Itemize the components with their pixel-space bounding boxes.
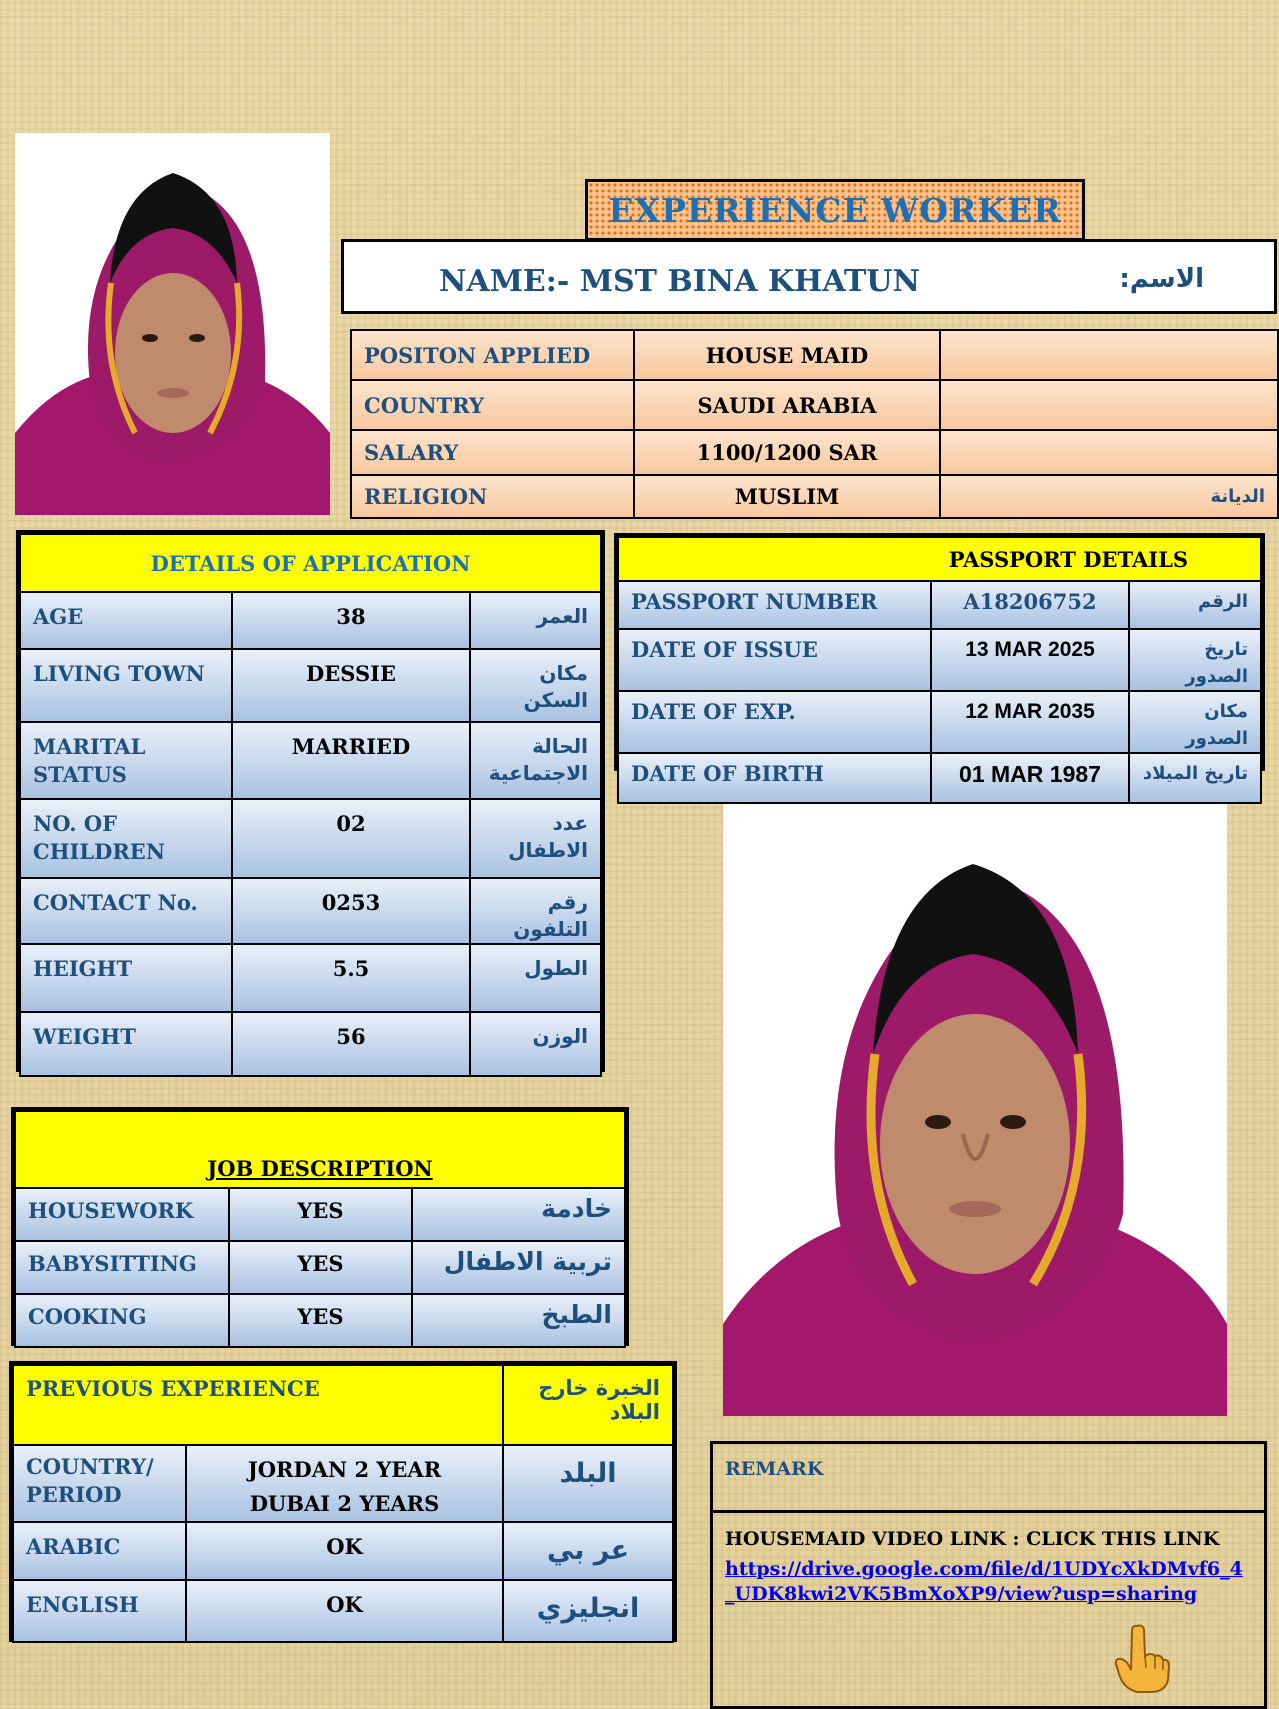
table-row [20, 799, 601, 878]
country-period-value: JORDAN 2 YEAR DUBAI 2 YEARS [186, 1445, 503, 1522]
passport-header: PASSPORT DETAILS [618, 537, 1261, 581]
salary-value: 1100/1200 SAR [634, 430, 940, 475]
name-banner [341, 239, 1277, 314]
country-value: SAUDI ARABIA [634, 380, 940, 430]
country-arabic [940, 380, 1278, 430]
country-label: COUNTRY [351, 380, 634, 430]
table-row [13, 1522, 673, 1580]
table-row [13, 1580, 673, 1642]
issue-date-label: DATE OF ISSUE [618, 629, 931, 691]
country-period-label: COUNTRY/ PERIOD [13, 1445, 186, 1522]
name-arabic-label: :الاسم [1119, 264, 1204, 294]
babysitting-label: BABYSITTING [15, 1241, 229, 1294]
age-arabic: العمر [470, 592, 601, 649]
religion-label: RELIGION [351, 475, 634, 518]
living-town-value: DESSIE [232, 649, 470, 722]
arabic-value: OK [186, 1522, 503, 1580]
arabic-language-arabic: عر بي [503, 1522, 673, 1580]
table-row [13, 1445, 673, 1522]
details-header: DETAILS OF APPLICATION [20, 534, 601, 592]
living-town-arabic: مكان السكن [470, 649, 601, 722]
table-row [351, 380, 1278, 430]
weight-label: WEIGHT [20, 1012, 232, 1076]
housework-value: YES [229, 1188, 412, 1241]
table-row [351, 330, 1278, 380]
expiry-date-arabic: مكان الصدور [1129, 691, 1261, 753]
experience-header: PREVIOUS EXPERIENCE [13, 1365, 503, 1445]
living-town-label: LIVING TOWN [20, 649, 232, 722]
portrait-photo-large [723, 804, 1227, 1416]
portrait-photo-small [15, 133, 330, 515]
housework-label: HOUSEWORK [15, 1188, 229, 1241]
previous-experience-table [9, 1361, 677, 1642]
position-info-table [350, 329, 1279, 517]
issue-date-value: 13 MAR 2025 [931, 629, 1129, 691]
passport-number-value: A18206752 [931, 581, 1129, 629]
remark-divider [713, 1510, 1264, 1513]
contact-arabic: رقم التلفون [470, 878, 601, 944]
weight-arabic: الوزن [470, 1012, 601, 1076]
table-row [20, 878, 601, 944]
issue-date-arabic: تاريخ الصدور [1129, 629, 1261, 691]
experience-header-arabic: الخبرة خارج البلاد [503, 1365, 673, 1445]
details-of-application-table [16, 530, 605, 1072]
contact-value: 0253 [232, 878, 470, 944]
height-value: 5.5 [232, 944, 470, 1012]
height-label: HEIGHT [20, 944, 232, 1012]
age-label: AGE [20, 592, 232, 649]
expiry-date-value: 12 MAR 2035 [931, 691, 1129, 753]
contact-label: CONTACT No. [20, 878, 232, 944]
table-row [20, 649, 601, 722]
housework-arabic: خادمة [412, 1188, 625, 1241]
children-value: 02 [232, 799, 470, 878]
table-row [20, 944, 601, 1012]
table-row [618, 691, 1261, 753]
table-row [15, 1188, 625, 1241]
position-arabic [940, 330, 1278, 380]
cooking-value: YES [229, 1294, 412, 1347]
religion-value: MUSLIM [634, 475, 940, 518]
document-title: EXPERIENCE WORKER [585, 179, 1085, 241]
arabic-label: ARABIC [13, 1522, 186, 1580]
table-row [618, 629, 1261, 691]
country-period-arabic: البلد [503, 1445, 673, 1522]
video-link-text: HOUSEMAID VIDEO LINK : CLICK THIS LINK [725, 1528, 1220, 1550]
expiry-date-label: DATE OF EXP. [618, 691, 931, 753]
cooking-arabic: الطبخ [412, 1294, 625, 1347]
babysitting-arabic: تربية الاطفال [412, 1241, 625, 1294]
table-row [351, 475, 1278, 518]
position-label: POSITON APPLIED [351, 330, 634, 380]
weight-value: 56 [232, 1012, 470, 1076]
remark-box [710, 1441, 1267, 1709]
height-arabic: الطول [470, 944, 601, 1012]
pointing-hand-icon [1113, 1622, 1171, 1694]
remark-label: REMARK [725, 1458, 824, 1480]
babysitting-value: YES [229, 1241, 412, 1294]
birth-date-value: 01 MAR 1987 [931, 753, 1129, 803]
table-row [20, 1012, 601, 1076]
religion-arabic: الديانة [940, 475, 1278, 518]
passport-number-label: PASSPORT NUMBER [618, 581, 931, 629]
english-value: OK [186, 1580, 503, 1642]
english-language-arabic: انجليزي [503, 1580, 673, 1642]
marital-status-label: MARITAL STATUS [20, 722, 232, 799]
salary-arabic [940, 430, 1278, 475]
table-row [20, 722, 601, 799]
cooking-label: COOKING [15, 1294, 229, 1347]
birth-date-arabic: تاريخ الميلاد [1129, 753, 1261, 803]
table-row [15, 1241, 625, 1294]
marital-status-arabic: الحالة الاجتماعية [470, 722, 601, 799]
birth-date-label: DATE OF BIRTH [618, 753, 931, 803]
table-row [618, 753, 1261, 803]
age-value: 38 [232, 592, 470, 649]
table-row [15, 1294, 625, 1347]
table-row [20, 592, 601, 649]
job-header: JOB DESCRIPTION [15, 1111, 625, 1188]
table-row [351, 430, 1278, 475]
position-value: HOUSE MAID [634, 330, 940, 380]
video-link[interactable]: https://drive.google.com/file/d/1UDYcXkDMvf6_4_UDK8kwi2VK5BmXoXP9/view?usp=sharing [725, 1558, 1243, 1605]
job-description-table [11, 1107, 629, 1346]
worker-name: NAME:- MST BINA KHATUN [439, 264, 920, 299]
table-row [618, 581, 1261, 629]
salary-label: SALARY [351, 430, 634, 475]
children-label: NO. OF CHILDREN [20, 799, 232, 878]
marital-status-value: MARRIED [232, 722, 470, 799]
passport-number-arabic: الرقم [1129, 581, 1261, 629]
passport-details-table [614, 533, 1265, 787]
children-arabic: عدد الاطفال [470, 799, 601, 878]
english-label: ENGLISH [13, 1580, 186, 1642]
